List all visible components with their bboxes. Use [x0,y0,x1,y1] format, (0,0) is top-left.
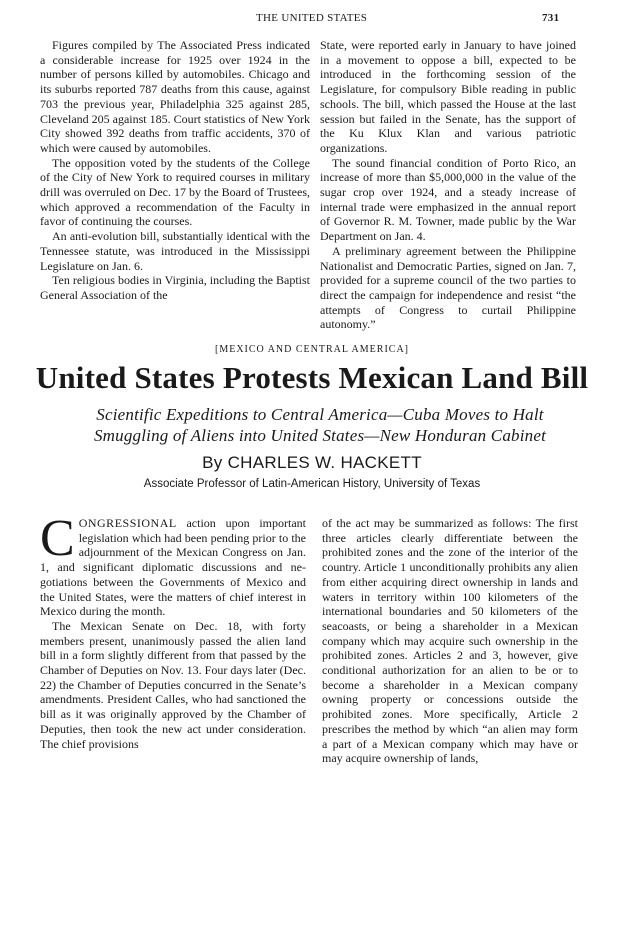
page-number: 731 [542,12,560,24]
lead-text: action upon important legislation which had been pending prior to the adjournment of the Mexican Congress on Jan. 1, and significant diplomatic discussions and negotiations between the Governments of Mexico and the United States, were the matters of chief interest in Mexico during the month. [40,516,306,619]
article-subhead-line-2: Smuggling of Aliens into United States—New Honduran Cabinet [93,426,547,445]
drop-cap: C [40,510,75,567]
top-right-column [320,38,576,332]
author-affiliation: Associate Professor of Latin-American History, University of Texas [143,478,481,490]
section-tag: [MEXICO AND CENTRAL AMERICA] [214,344,409,355]
running-head-title: THE UNITED STATES [256,12,368,24]
paragraph: The Mexican Senate on Dec. 18, with forty members present, unanimously passed the alien land bill in a form slightly different from that passed by the Chamber of Deputies on Nov. 13. Four days later (Dec. 22) the Chamber of Deputies concurred in the Senate’s amendments. President Calles, who had sanctioned the bill as it was originally approved by the Chamber of Deputies, then took the new act under consideration. The chief provisions [40,618,306,751]
top-left-column [40,38,310,303]
paragraph: The opposition voted by the students of the College of the City of New York to required courses in military drill was overruled on Dec. 17 by the Board of Trustees, which approved a recommendation of the Faculty in favor of continuing the courses. [40,155,310,229]
byline: By CHARLES W. HACKETT [202,453,422,472]
article-headline: United States Protests Mexican Land Bill [35,360,589,395]
running-head [0,12,624,28]
paragraph: The sound financial condition of Porto Rico, an increase of more than $5,000,000 in the value of the sugar crop over 1924, and a steady increase of internal trade were emphasized in the annual report of Governor R. M. Towner, made public by the War Department on Jan. 4. [320,155,576,244]
paragraph: State, were reported early in January to have joined in a movement to oppose a bill, expected to be introduced in the forthcoming session of the Legislature, for compulsory Bible reading in public schools. The bill, which passed the House at the last session but failed in the Senate, has the support of the Ku Klux Klan and various patriotic organizations. [320,38,576,155]
article-subhead-line-1: Scientific Expeditions to Central America—Cuba Moves to Halt [96,405,544,424]
article-right-column [322,516,578,766]
paragraph: Ten religious bodies in Virginia, including the Baptist General Association of the [40,273,310,302]
paragraph: An anti-evolution bill, substantially identical with the Tennessee statute, was introduced in the Mississippi Legislature on Jan. 6. [40,229,310,273]
lead-paragraph [40,510,306,619]
article-left-column [40,510,306,751]
paragraph: A preliminary agreement between the Philippine Nationalist and Democratic Parties, signed on Jan. 7, provided for a supreme council of the two parties to direct the campaign for independence and resist “the attempts of Congress to curtail Philippine autonomy.” [320,243,576,332]
paragraph: of the act may be summarized as follows: The first three articles clearly differentiate between the prohibited zones and the zone of the interior of the country. Article 1 unconditionally prohibits any alien from either acquiring direct ownership in lands and waters in territory within 100 kilometers of the international boundaries and 50 kilometers of the seacoasts, or being a shareholder in a Mexican company which may acquire such ownership in the prohibited zones. Articles 2 and 3, however, give conditional authorization for an alien to be or to become a shareholder in a Mexican company owning property or concessions outside the prohibited zones. More specifically, Article 2 prescribes the method by which “an alien may form a part of a Mexican company which may have or may acquire ownership of lands, [322,516,578,766]
lead-smallcaps: ONGRESSIONAL [78,516,177,530]
paragraph: Figures compiled by The Associated Press indicated a considerable increase for 1925 over 1924 in the number of persons killed by automobiles. Chicago and its suburbs reported 787 deaths from this cause, against 703 the previous year, Philadelphia 325 against 285, Cleveland 205 against 185. Court statistics of New York City showed 392 deaths from traffic accidents, 370 of which were caused by automobiles. [40,38,310,155]
